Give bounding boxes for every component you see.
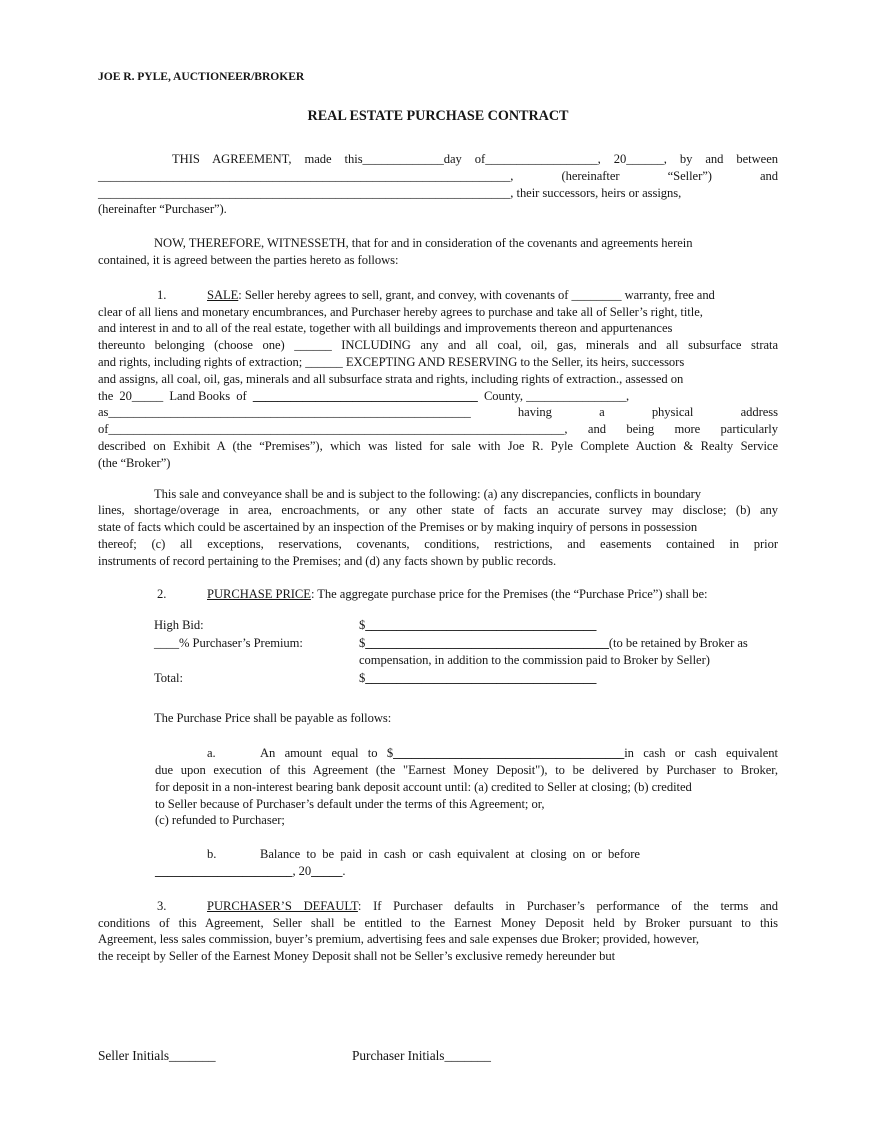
total-row	[98, 670, 778, 688]
premium-blank: _______________________________________	[365, 635, 609, 650]
default-line-1-rest: : If Purchaser defaults in Purchaser’s performance of the terms and	[357, 898, 778, 913]
item-b-text: Balance to be paid in cash or cash equivalent at closing on or before	[260, 847, 640, 862]
sale-line-11: (the “Broker”)	[98, 455, 171, 470]
default-line-3: Agreement, less sales commission, buyer’s premium, advertising fees and sale expenses due Broker; provided, however,	[98, 932, 699, 947]
premium-note-1: (to be retained by Broker as	[608, 635, 748, 650]
payable-intro-line: The Purchase Price shall be payable as follows:	[154, 711, 392, 726]
witnesseth-paragraph	[98, 235, 778, 269]
item-b-line-1	[155, 846, 778, 863]
high-bid-label: High Bid:	[154, 618, 204, 633]
closing-date-blank: ______________________	[155, 863, 293, 878]
dollar-sign: $	[359, 635, 366, 650]
sale-line-8-address-blank: as__________________________________________________________ having a physical address	[98, 405, 778, 420]
purchase-price-term: PURCHASE PRICE	[207, 586, 311, 601]
subject-line-2: lines, shortage/overage in area, encroachments, or any other state of facts an accurate survey may disclose; (b) any	[98, 503, 778, 518]
sale-line-9-address-blank-2: of_________________________________________________________________________, and being more particularly	[98, 422, 778, 437]
section-1-sale	[98, 287, 778, 472]
section-2-number: 2.	[157, 586, 167, 601]
section-2-purchase-price	[98, 586, 778, 603]
intro-line-1: THIS AGREEMENT, made this_____________day of__________________, 20______, by and between	[172, 152, 778, 166]
item-b-mid: , 20	[292, 863, 312, 878]
item-b-letter: b.	[207, 847, 217, 862]
item-a-line-2: due upon execution of this Agreement (the "Earnest Money Deposit"), to be delivered by Purchaser to Broker,	[155, 762, 778, 777]
default-heading-line	[98, 898, 778, 915]
default-term: PURCHASER’S DEFAULT	[207, 898, 358, 913]
dollar-sign: $	[359, 618, 366, 633]
item-b	[155, 846, 778, 880]
purchase-price-line-rest: : The aggregate purchase price for the Premises (the “Purchase Price”) shall be:	[310, 586, 708, 601]
item-b-end: .	[342, 863, 346, 878]
purchaser-initials-blank: _______	[444, 1048, 491, 1063]
seller-initials-label: Seller Initials	[98, 1048, 170, 1063]
premium-note-2: compensation, in addition to the commission paid to Broker by Seller)	[359, 653, 710, 668]
initials-footer	[98, 1048, 778, 1065]
seller-initials	[98, 1048, 352, 1065]
sale-heading-line	[98, 287, 778, 304]
purchaser-initials-label: Purchaser Initials	[352, 1048, 445, 1063]
sale-line-5-excepting: and rights, including rights of extraction; ______ EXCEPTING AND RESERVING to the Seller, its heirs, successors	[98, 354, 685, 369]
intro-line-2-seller-blank: __________________________________________________________________, (hereinafter “Seller”) and	[98, 168, 778, 183]
seller-initials-blank: _______	[169, 1048, 216, 1063]
item-a-line-1	[155, 745, 778, 762]
high-bid-row	[98, 617, 778, 635]
document-title: REAL ESTATE PURCHASE CONTRACT	[307, 108, 569, 124]
item-a-pre: An amount equal to $	[260, 746, 394, 761]
item-a-letter: a.	[207, 746, 216, 761]
closing-year-blank: _____	[311, 863, 343, 878]
intro-line-4: (hereinafter “Purchaser”).	[98, 202, 227, 217]
witnesseth-line-1: NOW, THEREFORE, WITNESSETH, that for and in consideration of the covenants and agreements herein	[154, 236, 693, 251]
sale-line-1-rest: : Seller hereby agrees to sell, grant, and convey, with covenants of ________ warranty, free and	[238, 287, 715, 302]
item-b-line-2	[155, 863, 778, 880]
sale-line-10: described on Exhibit A (the “Premises”), which was listed for sale with Joe R. Pyle Complete Auction & Realty Service	[98, 438, 778, 453]
total-value	[359, 670, 778, 688]
sale-line-2: clear of all liens and monetary encumbrances, and Purchaser hereby agrees to purchase and take all of Seller’s right, title,	[98, 304, 703, 319]
section-3-number: 3.	[157, 898, 167, 913]
intro-paragraph	[98, 151, 778, 218]
item-a-post: in cash or cash equivalent	[624, 746, 778, 761]
item-a-line-3: for deposit in a non-interest bearing bank deposit account until: (a) credited to Seller at closing; (b) credited	[155, 779, 692, 794]
sale-term: SALE	[207, 287, 239, 302]
contract-document	[98, 70, 778, 965]
high-bid-blank: _____________________________________	[365, 618, 597, 633]
default-line-4: the receipt by Seller of the Earnest Money Deposit shall not be Seller’s exclusive remedy hereunder but	[98, 949, 616, 964]
subject-line-3: state of facts which could be ascertained by an inspection of the Premises or by making inquiry of persons in possession	[98, 520, 698, 535]
sale-line-3: and interest in and to all of the real estate, together with all buildings and improvements thereon and appurtenances	[98, 321, 673, 336]
subject-line-4: thereof; (c) all exceptions, reservations, covenants, conditions, restrictions, and easements contained in prior	[98, 536, 778, 551]
land-books-post: County, ________________,	[477, 388, 630, 403]
payable-intro	[98, 710, 778, 727]
premium-note-row	[98, 652, 778, 670]
item-a-line-4: to Seller because of Purchaser’s default under the terms of this Agreement; or,	[155, 796, 545, 811]
high-bid-value	[359, 617, 778, 635]
pricing-table	[98, 617, 778, 687]
total-label: Total:	[154, 670, 183, 685]
subject-line-1: This sale and conveyance shall be and is subject to the following: (a) any discrepancies, conflicts in boundary	[154, 486, 702, 501]
purchaser-initials	[352, 1048, 491, 1063]
sale-line-7-land-books	[98, 388, 778, 405]
purchase-price-heading-line	[98, 586, 778, 603]
dollar-sign: $	[359, 670, 366, 685]
default-line-2: conditions of this Agreement, Seller shall be entitled to the Earnest Money Deposit held by Broker pursuant to this	[98, 915, 778, 930]
sale-line-6: and assigns, all coal, oil, gas, minerals and all subsurface strata and rights, including rights of extraction., assessed on	[98, 371, 684, 386]
premium-row	[98, 635, 778, 653]
premium-value	[359, 635, 778, 653]
witnesseth-line-2: contained, it is agreed between the parties hereto as follows:	[98, 252, 399, 267]
broker-header: JOE R. PYLE, AUCTIONEER/BROKER	[98, 70, 305, 83]
item-a-line-5: (c) refunded to Purchaser;	[155, 813, 285, 828]
item-a	[155, 745, 778, 829]
subject-to-paragraph	[98, 486, 778, 570]
sale-line-4-including: thereunto belonging (choose one) ______ INCLUDING any and all coal, oil, gas, minerals and all subsurface strata	[98, 338, 778, 353]
section-1-number: 1.	[157, 287, 167, 302]
section-3-purchasers-default	[98, 898, 778, 965]
land-books-pre: the 20_____ Land Books of	[98, 388, 253, 403]
intro-line-3-purchaser-blank: __________________________________________________________________, their successors, heirs or assigns,	[98, 185, 682, 200]
subject-line-5: instruments of record pertaining to the Premises; and (d) any facts shown by public records.	[98, 553, 557, 568]
premium-label: ____% Purchaser’s Premium:	[154, 635, 303, 650]
total-blank: _____________________________________	[365, 670, 597, 685]
county-name-blank: ____________________________________	[252, 388, 478, 403]
earnest-money-blank: _____________________________________	[393, 746, 625, 761]
premium-note-spacer	[154, 652, 359, 670]
